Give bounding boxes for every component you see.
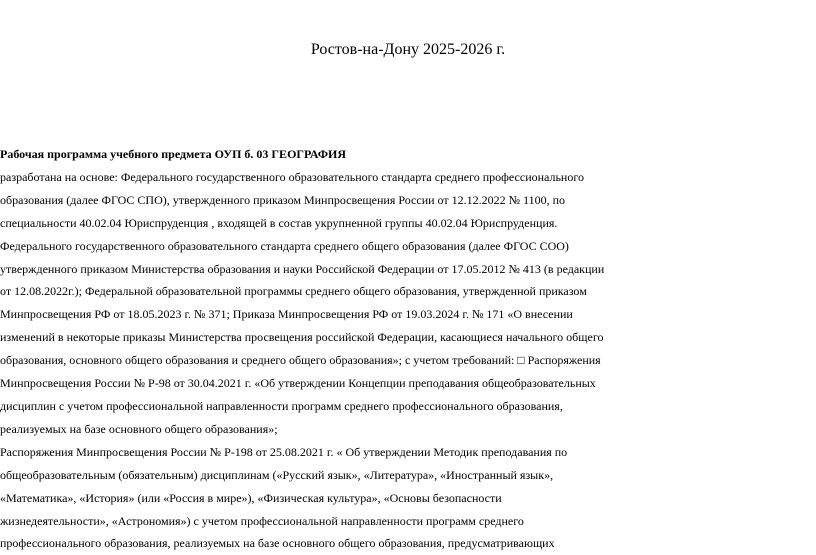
body-line: Распоряжения Минпросвещения России № Р-198 от 25.08.2021 г. « Об утверждении Методик преподавания по	[0, 444, 568, 459]
body-line: реализуемых на базе основного общего образования»;	[0, 421, 278, 436]
body-line: Федерального государственного образовательного стандарта среднего общего образования (далее ФГОС СОО)	[0, 238, 569, 253]
body-line: образования, основного общего образования и среднего общего образования»; с учетом требований: □ Распоряжения	[0, 353, 601, 368]
document-title: Рабочая программа учебного предмета ОУП б. 03 ГЕОГРАФИЯ	[0, 147, 347, 161]
body-line: общеобразовательным (обязательным) дисциплинам («Русский язык», «Литература», «Иностранный язык»,	[0, 467, 554, 482]
body-line: утвержденного приказом Министерства образования и науки Российской Федерации от 17.05.2012 № 413 (в редакции	[0, 261, 605, 276]
body-line: образования (далее ФГОС СПО), утвержденного приказом Минпросвещения России от 12.12.2022 № 1100, по	[0, 192, 566, 207]
body-line: специальности 40.02.04 Юриспруденция , входящей в состав укрупненной группы 40.02.04 Юриспруденция.	[0, 215, 558, 230]
body-line: изменений в некоторые приказы Министерства просвещения российской Федерации, касающиеся начального общего	[0, 330, 604, 345]
city-year-line: Ростов-на-Дону 2025-2026 г.	[310, 41, 506, 58]
document-body	[0, 143, 816, 555]
body-line: Минпросвещения РФ от 18.05.2023 г. № 371; Приказа Минпросвещения РФ от 19.03.2024 г. № 171 «О внесении	[0, 307, 573, 322]
body-line: жизнедеятельности», «Астрономия») с учетом профессиональной направленности программ среднего	[0, 513, 524, 528]
body-line: от 12.08.2022г.); Федеральной образовательной программы среднего общего образования, утвержденной приказом	[0, 284, 587, 299]
body-line: профессионального образования, реализуемых на базе основного общего образования, предусматривающих	[0, 536, 555, 551]
body-line: разработана на основе: Федерального государственного образовательного стандарта среднего профессионального	[0, 169, 584, 184]
body-line: «Математика», «История» (или «Россия в мире»), «Физическая культура», «Основы безопасности	[0, 490, 502, 505]
body-line: дисциплин с учетом профессиональной направленности программ среднего профессионального образования,	[0, 398, 563, 413]
body-line: Минпросвещения России № Р-98 от 30.04.2021 г. «Об утверждении Концепции преподавания общеобразовательных	[0, 376, 596, 391]
